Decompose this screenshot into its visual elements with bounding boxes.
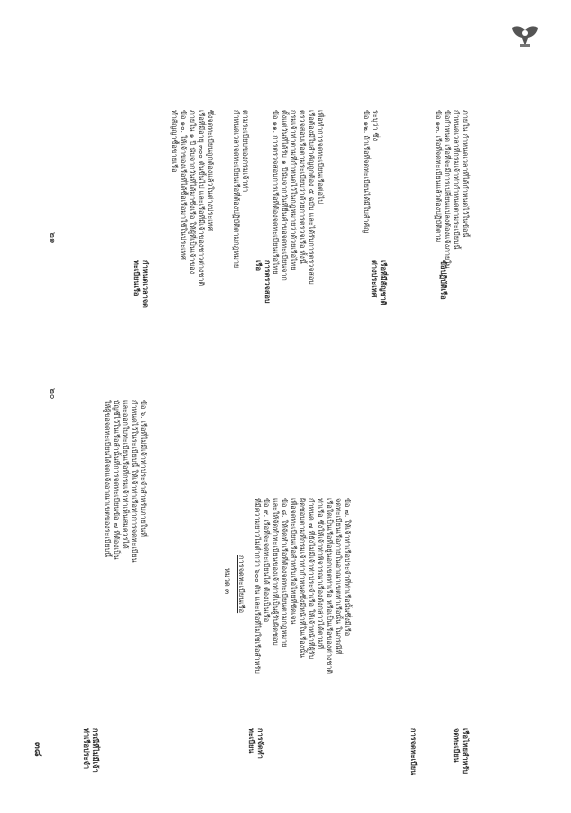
left-sidenote-2: [247, 728, 265, 759]
text-line: ข้อกำหนด เรือที่จะมีการเปลี่ยนแปลงต้องแจ้งภายใน: [443, 110, 452, 269]
left-sidenote-1: [82, 728, 100, 773]
sidenote: เรือ: [254, 260, 263, 271]
right-body-col-5: [170, 110, 215, 286]
text-line: เพื่อทำการจดทะเบียนเรือต่อไป: [316, 110, 325, 204]
sidenote: การจัดทำ: [256, 728, 265, 759]
text-line: ข้อ ๙. เรือที่จะจดทะเบียนได้ ต้องเป็นเรือ: [262, 498, 271, 623]
text-line: ซึ่งจดทะเบียนถูกต้องแล้วในต่างประเทศ: [206, 110, 215, 231]
text-line: กำหนดเวลาจดทะเบียนเรือที่ต้องปฏิบัติตามกฎหมาย: [232, 110, 241, 269]
text-line: และออกใบทะเบียนเรือที่กรมเจ้าท่าเห็นสมควรได้: [121, 400, 130, 549]
sidenote: เรือที่มีสัญชาติ: [379, 260, 388, 306]
text-line: ข้อ ๘. ให้จัดทำเรือที่ต้องจดทะเบียนตามกฎหมาย: [280, 498, 289, 648]
right-sidenote-1: [132, 260, 150, 308]
section-title: การจดทะเบียนเรือ: [237, 555, 246, 614]
right-sidenote-2: [254, 260, 272, 304]
right-body-col-4: [232, 110, 250, 268]
text-line: กรมเจ้าท่าตามที่กำหนดไว้ในกฎหมายว่าด้วยเรือไทย: [289, 110, 298, 271]
section-label: หมวด ๓: [223, 568, 232, 595]
text-line: กำหนดไว้ในระเบียบนี้ ให้เจ้าท่าเรือท่าการจดทะเบียน: [130, 400, 139, 563]
section-heading: [223, 568, 232, 594]
page-number-right: ๒๑: [47, 232, 57, 244]
text-line: กำหนด ๗ ที่ยังไม่มีเจ้าท่าประจำเรือ ให้เจ้าหน้าที่ผู้รับ: [307, 498, 316, 660]
sidenote: กรณีที่ไม่มีเจ้า: [91, 728, 100, 773]
text-line: เรือต้องมีใบสำคัญถูกต้อง ๕ ฉบับ และได้รับการตรวจสอบ: [307, 110, 316, 285]
left-sidenote-4: [452, 728, 470, 774]
text-line: ให้ผู้ขอจดทะเบียนได้จดแจ้งอาณาเขตของระเบียบนี้: [103, 400, 112, 558]
sidenote: ท่าเรือประจำ: [82, 728, 91, 770]
text-line: ภายใน ๑ ปี นับจากวันที่ได้มาซึ่งเรือ ให้ผู้ที่เป็นเจ้าของ: [188, 110, 197, 275]
sidenote: ทะเบียนเรือ: [132, 260, 141, 297]
emblem-icon: [508, 22, 542, 50]
text-line: ตามระเบียบของกรมเจ้าท่า: [241, 110, 250, 193]
text-line: เรือใดเป็นเรือที่อยู่นอกเขตท่าเรือ หรือเป็นเรือของต่างชาติ: [325, 498, 334, 674]
text-line: ข้อ ๖. เรือที่ไม่มีเจ้าท่าประจำสำหรับภายในที่: [139, 400, 148, 537]
text-line: ทำสัญญาซื้อขายเรือ: [170, 110, 179, 173]
text-line: และให้จัดทำทะเบียนของเจ้าท่าที่เป็นผู้รับผิดชอบ: [271, 498, 280, 646]
text-line: ตั้งแต่วันที่ได้รับ ๑ ปีนับจากวันที่ยื่นคำขอจดทะเบียนจาก: [280, 110, 289, 281]
text-line: เพื่อจดทะเบียนเรือสำหรับเรือไทยที่ชัดเจน: [289, 498, 298, 625]
left-body-main: [253, 498, 352, 674]
text-line: ข้อ ๑๓. เรือที่จดทะเบียนแล้วต้องปฏิบัติตาม: [434, 110, 443, 243]
left-body-top: [103, 400, 148, 563]
sidenote: ทะเบียน: [247, 728, 256, 754]
sidenote: ข้อปฏิบัติเรือ: [439, 260, 448, 300]
right-sidenote-4: [439, 260, 448, 300]
text-line: ท่าเรือ ซึ่งให้เจ้าท่าพิจารณาเรื่องดังกล่าวได้ตามที่: [316, 498, 325, 649]
text-line: ผิดชอบตามที่กรมเจ้าท่ากำหนดซึ่งมีหน้าที่ในเรื่องนั้น: [298, 498, 307, 658]
text-line: ระบุว่า ซึ่ง: [371, 110, 380, 142]
right-sidenote-3: [370, 260, 388, 305]
sidenote: จดทะเบียน: [452, 728, 461, 763]
right-body-col-2: [362, 110, 380, 233]
page-stamp: ๓๘: [32, 742, 43, 757]
left-sidenote-3: [409, 728, 418, 775]
text-line: ข้อ ๑๒. ถ้าเรือที่จดทะเบียนได้มีใบสำคัญ: [362, 110, 371, 234]
text-line: เรือที่มีอายุ ๓๐๐ ตันขึ้นไป และเรือที่มีเจ้าของชาวต่างชาติ: [197, 110, 206, 286]
text-line: กำหนดเวลาที่กรมเจ้าท่ากำหนดตามระเบียบนี้: [452, 110, 461, 250]
text-line: ภายใน กำหนดเวลาที่ได้กำหนดไว้ในข้อนี้: [461, 110, 470, 238]
right-body-col: [434, 110, 470, 269]
text-line: ที่มีความยาวไม่ต่ำกว่า ๖๐๐ ตัน และเรือที่ไม่ใช่เรือสำหรับ: [253, 498, 262, 674]
text-line: บัญชีไว้ในเรือลำนั้นที่การจดทะเบียนข้อ ๗ ที่ต้องเป็น: [112, 400, 121, 560]
right-body-col-3: [271, 110, 325, 285]
text-line: ข้อ ๑๑. การตรวจสอบการเรือที่ต้องจดทะเบียนเรือไทย: [271, 110, 280, 275]
text-line: ตรวจสอบเรือตามระเบียบว่าด้วยการตรวจเรือ ทั้งนี้: [298, 110, 307, 264]
sidenote: ต่างประเทศ: [370, 260, 379, 298]
sidenote: การตรวจสอบ: [263, 260, 272, 304]
sidenote: กำหนดเวลาจด: [141, 260, 150, 308]
page-number-left: ๒๐: [47, 388, 57, 400]
text-line: ข้อ ๑๐. ให้เจ้าของเรือที่ได้ซื้อเรือมาใช้ในประเทศ: [179, 110, 188, 260]
text-line: ข้อ ๗. ให้เจ้าท่าเรือประจำที่ท่าเรือนั้นซึ่งมีเรือ: [343, 498, 352, 637]
section-title-block: [237, 555, 246, 613]
sidenote: การจดทะเบียน: [409, 728, 418, 776]
sidenote: เรือไทยสำหรับ: [461, 728, 470, 775]
text-line: จดทะเบียนเรือภายในอาณาเขตท่าเรือนั้น ในกรณีที่: [334, 498, 343, 655]
